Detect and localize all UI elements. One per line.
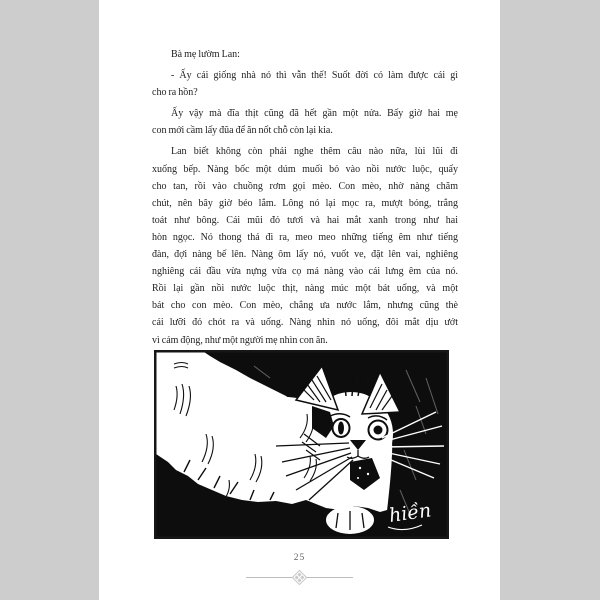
text-line: Rồi lại gần nồi nước luộc thịt, nàng múc một bát uống, và một	[152, 283, 458, 295]
cat-illustration-svg	[154, 350, 449, 539]
book-page	[99, 0, 500, 600]
cat-paw	[326, 506, 374, 534]
text-line: Ấy vậy mà đĩa thịt cũng đã hết gần một nửa. Bấy giờ hai mẹ	[171, 108, 458, 120]
cat-illustration	[154, 350, 449, 539]
text-line: đàn, đợi nàng bế lên. Nàng ôm lấy nó, vuốt ve, đặt lên vai, nghiêng	[152, 249, 458, 261]
text-line: xuống bếp. Nàng bốc một dúm muối bỏ vào nồi nước luộc, quấy	[152, 163, 458, 175]
text-line: Lan biết không còn phải nghe thêm câu nào nữa, lùi lũi đi	[171, 146, 458, 158]
text-line: bát cho con mèo. Con mèo, chẳng ưa nước lắm, nhưng cũng thè	[152, 300, 458, 312]
text-line: chút, nên bây giờ béo lắm. Lông nó lại mọc ra, mượt bóng, trắng	[152, 197, 458, 209]
text-line: con mới cầm lấy đũa để ăn nốt chỗ còn lại kia.	[152, 125, 333, 137]
text-line: vì cảm động, như một người mẹ nhìn con ăn.	[152, 334, 328, 346]
text-block	[152, 46, 458, 349]
page-number: 25	[293, 553, 306, 563]
signature-text: hiền	[387, 499, 433, 527]
divider-rule-right	[307, 577, 353, 578]
text-line: hòn ngọc. Nó thong thả đi ra, meo meo những tiếng êm như tiếng	[152, 231, 458, 243]
text-line: cho ra hồn?	[152, 87, 198, 99]
text-line: cho tan, rồi vào chuồng rơm gọi mèo. Con mèo, nhờ nàng chăm	[152, 180, 458, 192]
text-line: toát như bông. Cái mũi đỏ tươi và hai mắt xanh trong như hai	[152, 214, 458, 226]
text-line: cái lưỡi đỏ chót ra và uống. Nàng nhìn nó uống, đôi mắt dịu ướt	[152, 317, 458, 329]
text-line: - Ấy cái giống nhà nó thì vẫn thế! Suốt đời có làm được cái gì	[171, 70, 458, 82]
divider-rule-left	[246, 577, 292, 578]
footer-divider	[99, 570, 500, 584]
text-line: nghiêng cái đầu vừa nựng vừa cọ má nàng vào cái lưng êm của nó.	[152, 266, 458, 278]
diamond-ornament-icon	[292, 569, 308, 585]
text-line: Bà mẹ lườm Lan:	[171, 49, 240, 60]
